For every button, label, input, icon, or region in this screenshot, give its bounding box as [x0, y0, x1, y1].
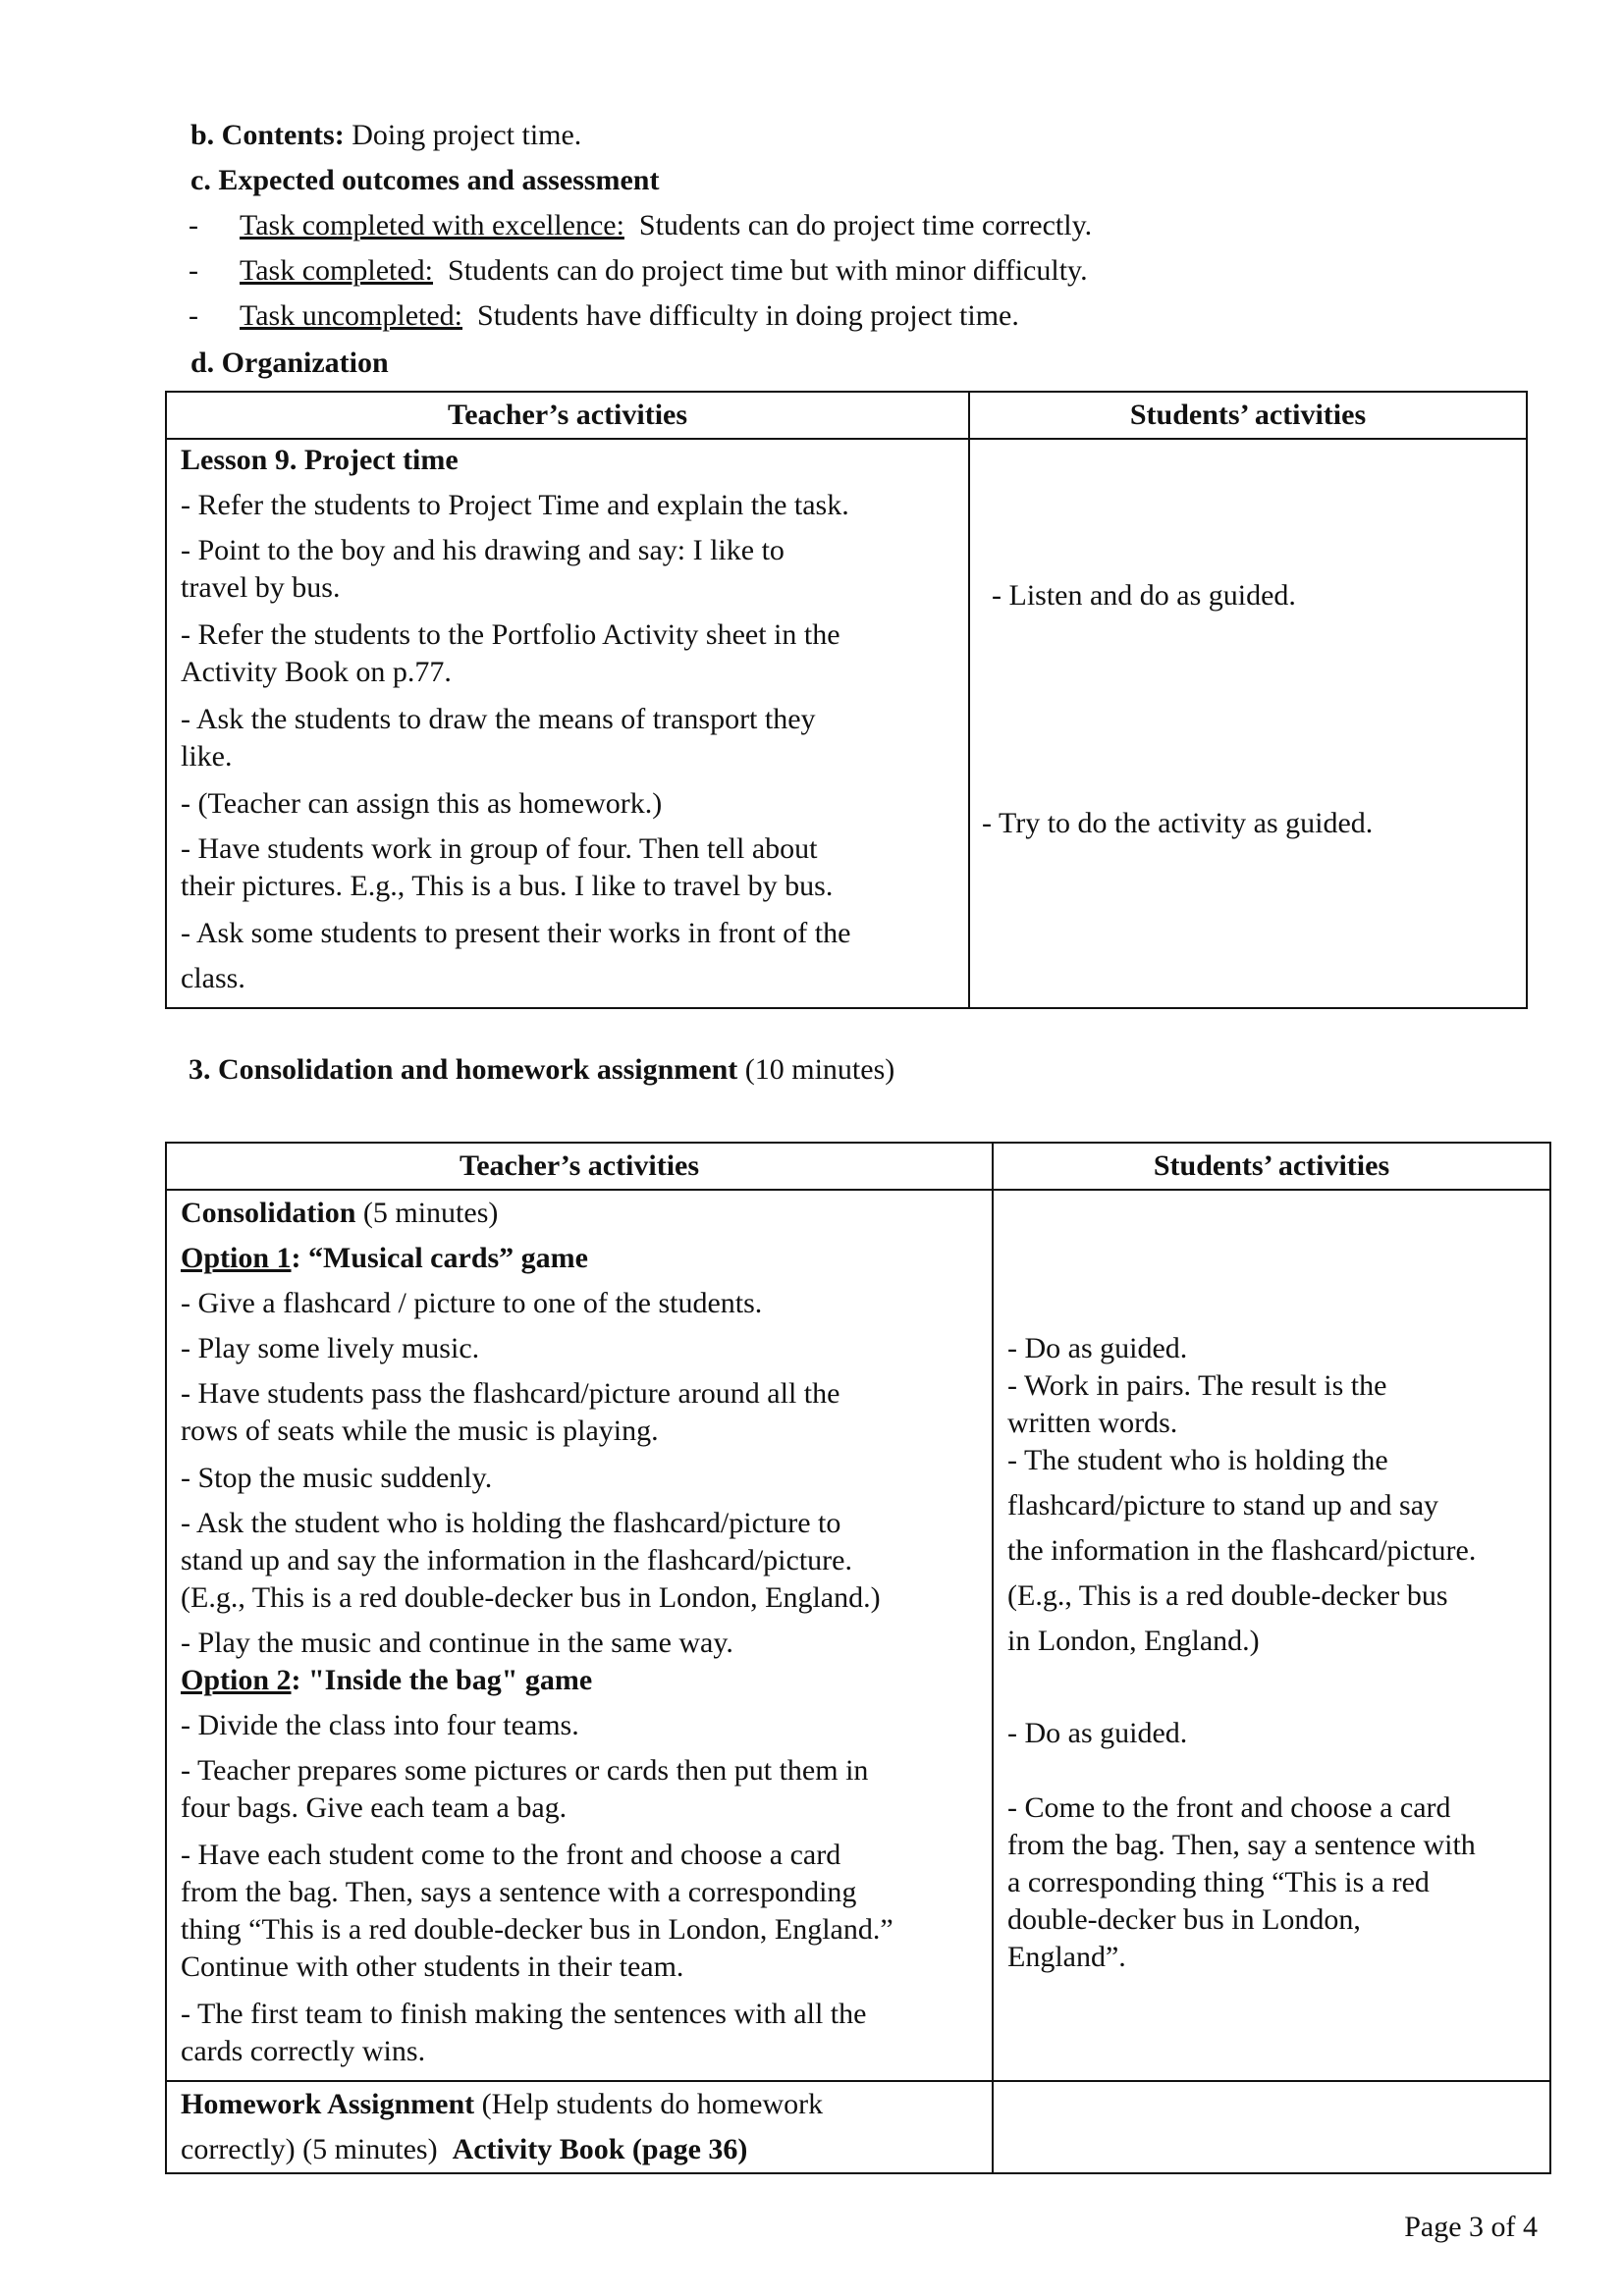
teacher-activities-cell: [166, 1190, 993, 2081]
option2-line: from the bag. Then, says a sentence with a corresponding: [181, 1876, 857, 1908]
option2-line: - Have each student come to the front and choose a card: [181, 1839, 841, 1871]
teacher-line: - Ask the students to draw the means of transport they: [181, 703, 816, 735]
student-line: - Work in pairs. The result is the: [1007, 1369, 1387, 1402]
organization-table: [165, 391, 1528, 1009]
student-line: - Try to do the activity as guided.: [982, 807, 1374, 839]
option2-line: thing “This is a red double-decker bus in London, England.”: [181, 1913, 893, 1946]
student-line: double-decker bus in London,: [1007, 1903, 1361, 1936]
page-number: Page 3 of 4: [1404, 2211, 1538, 2243]
teacher-line: - Refer the students to the Portfolio Activity sheet in the: [181, 618, 840, 651]
homework-students-cell: [993, 2081, 1550, 2173]
teacher-line: - Point to the boy and his drawing and say: I like to: [181, 534, 785, 566]
student-line: (E.g., This is a red double-decker bus: [1007, 1579, 1448, 1612]
option2-line: four bags. Give each team a bag.: [181, 1791, 568, 1824]
teacher-line: Activity Book on p.77.: [181, 656, 452, 688]
students-activities-header: Students’ activities: [993, 1143, 1550, 1190]
student-line: flashcard/picture to stand up and say: [1007, 1489, 1439, 1522]
option1-line: - Play the music and continue in the same way.: [181, 1627, 733, 1659]
option2-heading: Option 2: "Inside the bag" game: [181, 1664, 593, 1696]
outcome-text: Students can do project time correctly.: [638, 209, 1093, 241]
students-activities-header: Students’ activities: [969, 392, 1527, 439]
bullet-dash: -: [189, 299, 198, 332]
student-line: written words.: [1007, 1407, 1178, 1439]
option1-heading: Option 1: “Musical cards” game: [181, 1242, 588, 1274]
bullet-dash: -: [189, 254, 198, 287]
option2-line: - Teacher prepares some pictures or cards then put them in: [181, 1754, 869, 1787]
outcome-item: [240, 253, 1088, 289]
option1-line: - Give a flashcard / picture to one of the students.: [181, 1287, 763, 1319]
outcome-item: [240, 208, 1092, 243]
student-line: - Do as guided.: [1007, 1717, 1188, 1749]
consolidation-heading-time: (10 minutes): [744, 1053, 895, 1086]
option1-line: - Stop the music suddenly.: [181, 1462, 493, 1494]
outcome-item: [240, 298, 1019, 334]
table-header-row: [166, 392, 1527, 439]
option1-line: (E.g., This is a red double-decker bus in London, England.): [181, 1581, 881, 1614]
option2-line: cards correctly wins.: [181, 2035, 426, 2067]
teacher-activities-cell: [166, 439, 969, 1008]
outcome-term: Task completed:: [240, 254, 434, 287]
teacher-line: class.: [181, 962, 245, 994]
consolidation-heading-title: 3. Consolidation and homework assignment: [189, 1053, 738, 1086]
contents-text: Doing project time.: [352, 119, 582, 151]
homework-cell: [166, 2081, 993, 2173]
teacher-line: like.: [181, 740, 233, 773]
option1-line: rows of seats while the music is playing.: [181, 1415, 659, 1447]
bullet-dash: -: [189, 209, 198, 241]
option2-line: - Divide the class into four teams.: [181, 1709, 579, 1741]
outcome-text: Students have difficulty in doing project time.: [477, 299, 1019, 332]
homework-line-1: Homework Assignment (Help students do homework: [181, 2088, 824, 2120]
option1-line: - Ask the student who is holding the flashcard/picture to: [181, 1507, 841, 1539]
outcome-term: Task uncompleted:: [240, 299, 463, 332]
teacher-line: - (Teacher can assign this as homework.): [181, 787, 663, 820]
teacher-line: their pictures. E.g., This is a bus. I like to travel by bus.: [181, 870, 834, 902]
student-line: - Listen and do as guided.: [992, 579, 1296, 612]
outcome-text: Students can do project time but with minor difficulty.: [448, 254, 1088, 287]
option1-line: - Play some lively music.: [181, 1332, 480, 1364]
outcomes-heading: [190, 163, 659, 198]
organization-heading-label: d. Organization: [190, 347, 389, 379]
table-row: [166, 439, 1527, 1008]
teacher-line: travel by bus.: [181, 571, 341, 604]
student-line: the information in the flashcard/picture.: [1007, 1534, 1477, 1567]
organization-heading: [190, 346, 389, 381]
student-line: - Do as guided.: [1007, 1332, 1188, 1364]
contents-label: b. Contents:: [190, 119, 345, 151]
student-line: England”.: [1007, 1941, 1126, 1973]
table-row: [166, 1190, 1550, 2081]
teacher-activities-header: Teacher’s activities: [166, 392, 969, 439]
outcomes-heading-label: c. Expected outcomes and assessment: [190, 164, 660, 196]
option2-line: Continue with other students in their team.: [181, 1950, 684, 1983]
homework-row: [166, 2081, 1550, 2173]
consolidation-label-line: Consolidation (5 minutes): [181, 1197, 499, 1229]
student-line: from the bag. Then, say a sentence with: [1007, 1829, 1476, 1861]
teacher-line: - Refer the students to Project Time and explain the task.: [181, 489, 849, 521]
teacher-line: - Have students work in group of four. Then tell about: [181, 832, 818, 865]
student-line: a corresponding thing “This is a red: [1007, 1866, 1430, 1898]
option1-line: stand up and say the information in the flashcard/picture.: [181, 1544, 852, 1576]
teacher-activities-header: Teacher’s activities: [166, 1143, 993, 1190]
consolidation-heading: [189, 1052, 894, 1088]
students-activities-cell: [969, 439, 1527, 1008]
option2-line: - The first team to finish making the sentences with all the: [181, 1998, 867, 2030]
lesson-title: Lesson 9. Project time: [181, 444, 459, 476]
student-line: - Come to the front and choose a card: [1007, 1791, 1451, 1824]
teacher-line: - Ask some students to present their works in front of the: [181, 917, 851, 949]
students-activities-cell: [993, 1190, 1550, 2081]
option1-line: - Have students pass the flashcard/picture around all the: [181, 1377, 840, 1410]
student-line: in London, England.): [1007, 1625, 1260, 1657]
contents-line: [190, 118, 581, 153]
outcome-term: Task completed with excellence:: [240, 209, 624, 241]
table-header-row: [166, 1143, 1550, 1190]
consolidation-table: [165, 1142, 1551, 2174]
homework-line-2: correctly) (5 minutes) Activity Book (page 36): [181, 2133, 748, 2165]
student-line: - The student who is holding the: [1007, 1444, 1388, 1476]
